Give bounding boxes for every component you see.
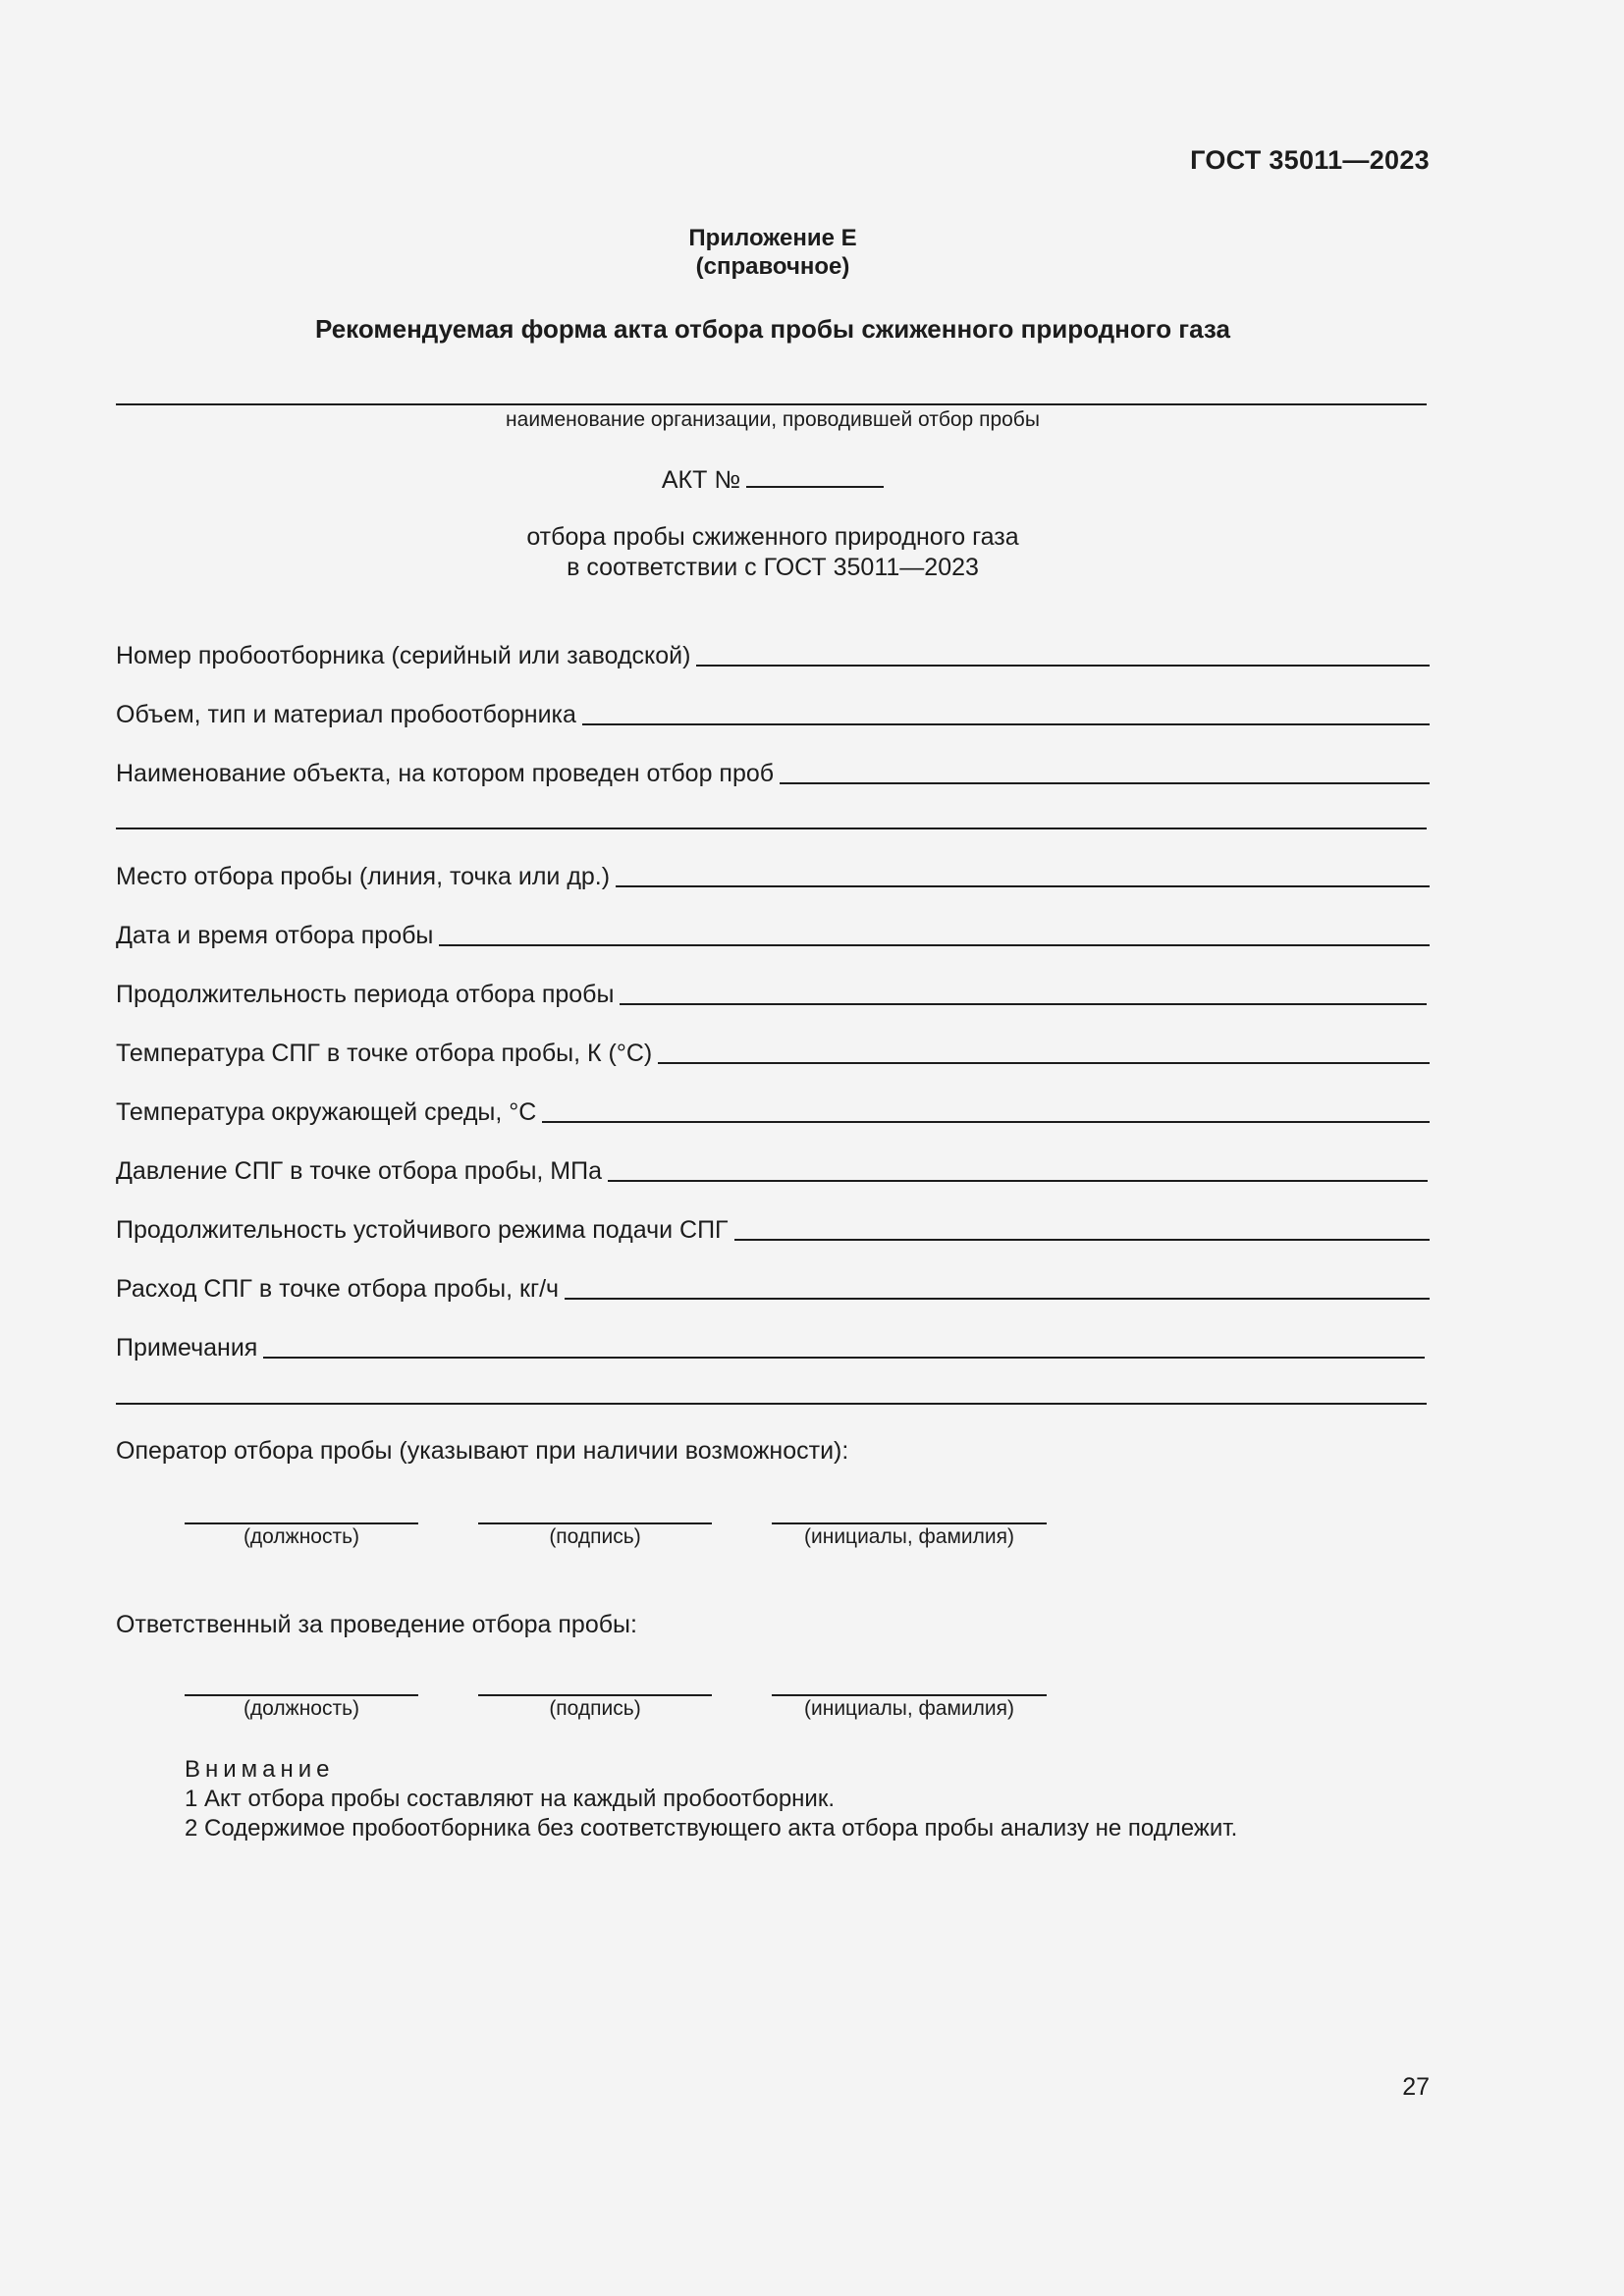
attention-heading: Внимание: [185, 1756, 335, 1783]
operator-position-caption: (должность): [243, 1525, 360, 1548]
remarks-continuation-line[interactable]: [116, 1403, 1427, 1405]
object-name-continuation-line[interactable]: [116, 828, 1427, 829]
attention-notes: [185, 1755, 1237, 1843]
note-item: 1 Акт отбора пробы составляют на каждый пробоотборник.: [185, 1786, 835, 1812]
field-input-line[interactable]: [542, 1120, 1430, 1123]
field-input-line[interactable]: [616, 884, 1430, 887]
akt-label: АКТ №: [661, 466, 741, 494]
responsible-signature-line[interactable]: [478, 1694, 712, 1696]
field-label: Дата и время отбора пробы: [116, 922, 434, 949]
field-input-line[interactable]: [439, 943, 1430, 946]
field-label: Продолжительность периода отбора пробы: [116, 981, 615, 1008]
field-label: Продолжительность устойчивого режима подачи СПГ: [116, 1216, 729, 1244]
field-input-line[interactable]: [565, 1297, 1430, 1300]
field-label: Место отбора пробы (линия, точка или др.): [116, 863, 611, 890]
operator-signature-caption: (подпись): [549, 1525, 641, 1548]
responsible-label: Ответственный за проведение отбора пробы:: [116, 1611, 637, 1638]
field-ambient-temperature: [116, 1094, 1430, 1127]
field-label: Расход СПГ в точке отбора пробы, кг/ч: [116, 1275, 560, 1303]
responsible-signature-caption: (подпись): [549, 1697, 641, 1720]
akt-subtitle-line2: в соответствии с ГОСТ 35011—2023: [567, 554, 979, 581]
field-input-line[interactable]: [582, 722, 1430, 725]
field-input-line[interactable]: [696, 664, 1430, 667]
field-input-line[interactable]: [620, 1002, 1427, 1005]
field-input-line[interactable]: [734, 1238, 1430, 1241]
field-input-line[interactable]: [780, 781, 1430, 784]
field-input-line[interactable]: [263, 1356, 1425, 1359]
akt-number-field[interactable]: [746, 462, 884, 488]
field-label: Температура окружающей среды, °С: [116, 1098, 537, 1126]
field-input-line[interactable]: [658, 1061, 1430, 1064]
field-remarks: [116, 1329, 1425, 1362]
responsible-position-caption: (должность): [243, 1697, 360, 1720]
akt-subtitle-line1: отбора пробы сжиженного природного газа: [526, 523, 1019, 551]
field-label: Объем, тип и материал пробоотборника: [116, 701, 576, 728]
field-lng-pressure: [116, 1152, 1428, 1186]
field-lng-flow-rate: [116, 1270, 1430, 1304]
field-label: Номер пробоотборника (серийный или заводской): [116, 642, 691, 669]
operator-signature-line[interactable]: [478, 1522, 712, 1524]
field-label: Примечания: [116, 1334, 258, 1362]
note-item: 2 Содержимое пробоотборника без соответствующего акта отбора пробы анализу не подлежит.: [185, 1815, 1238, 1842]
field-sampling-duration: [116, 976, 1427, 1009]
akt-number-row: [0, 462, 1545, 495]
standard-number: ГОСТ 35011—2023: [1190, 145, 1430, 175]
field-label: Наименование объекта, на котором проведен отбор проб: [116, 760, 775, 787]
field-label: Давление СПГ в точке отбора пробы, МПа: [116, 1157, 603, 1185]
appendix-label: Приложение Е: [688, 225, 857, 251]
responsible-name-line[interactable]: [772, 1694, 1047, 1696]
operator-name-caption: (инициалы, фамилия): [804, 1525, 1014, 1548]
akt-subtitle: [0, 522, 1545, 583]
field-object-name: [116, 755, 1430, 788]
field-sampling-datetime: [116, 917, 1430, 950]
appendix-heading: [0, 224, 1545, 281]
operator-name-line[interactable]: [772, 1522, 1047, 1524]
organization-caption: наименование организации, проводившей отбор пробы: [506, 408, 1040, 431]
operator-label: Оператор отбора пробы (указывают при наличии возможности):: [116, 1437, 849, 1465]
responsible-name-caption: (инициалы, фамилия): [804, 1697, 1014, 1720]
field-lng-temperature: [116, 1035, 1430, 1068]
operator-position-line[interactable]: [185, 1522, 418, 1524]
field-sampler-volume: [116, 696, 1430, 729]
field-input-line[interactable]: [608, 1179, 1428, 1182]
form-title: Рекомендуемая форма акта отбора пробы сжиженного природного газа: [315, 314, 1230, 344]
organization-line[interactable]: [116, 403, 1427, 405]
field-sampling-place: [116, 858, 1430, 891]
responsible-position-line[interactable]: [185, 1694, 418, 1696]
field-steady-feed-duration: [116, 1211, 1430, 1245]
field-label: Температура СПГ в точке отбора пробы, К (°С): [116, 1040, 653, 1067]
appendix-type: (справочное): [695, 253, 850, 280]
field-sampler-number: [116, 637, 1430, 670]
page-number: 27: [1402, 2073, 1430, 2101]
